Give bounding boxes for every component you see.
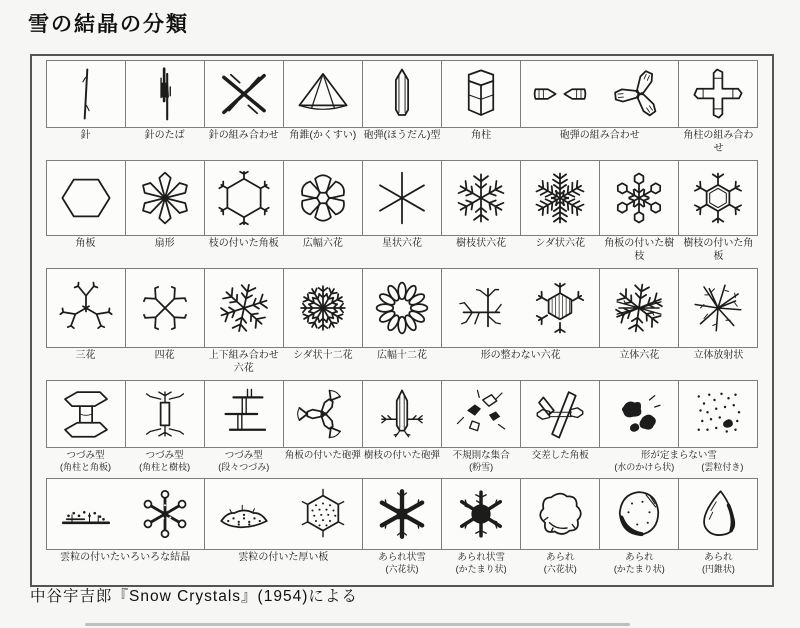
cell-hex-column — [442, 61, 521, 127]
cell-star-six — [363, 161, 442, 235]
dendrite-six-icon — [453, 170, 509, 226]
row-labels — [46, 238, 758, 263]
cell-needle — [47, 61, 126, 127]
crossed-plates-icon — [532, 386, 588, 442]
cell-bullet-with-dendrites — [363, 381, 442, 447]
pyramid-icon — [295, 66, 351, 122]
rimed-star-icon — [137, 486, 193, 542]
cell-sublabel: (水のかけら状) — [614, 461, 675, 472]
cell-label: 針の組み合わせ — [208, 130, 279, 141]
cell-label: 針のたば — [144, 130, 185, 141]
cell-label: あられ状雪 (六花状) — [378, 552, 426, 574]
scan-edge-artifact — [85, 623, 630, 626]
cell-three-flower — [47, 269, 126, 347]
broad-twelve-icon — [374, 280, 430, 336]
broad-six-icon — [295, 170, 351, 226]
graupel-cone-icon — [690, 486, 746, 542]
cell-dendrite-six — [442, 161, 521, 235]
cell-label: 針 — [80, 130, 91, 141]
cell-label: 不規則な集合 (粉雪) — [452, 450, 510, 472]
cell-rimed-thick-plate — [205, 479, 363, 549]
cell-label: あられ (円錐状) — [701, 552, 735, 574]
bullet-dendrites-icon — [374, 386, 430, 442]
plate-branches-icon — [216, 170, 272, 226]
cell-label: 上下組み合わせ六花 — [208, 350, 279, 374]
cell-label: 雲粒の付いたいろいろな結晶 — [60, 552, 191, 564]
fern-six-icon — [532, 170, 588, 226]
cell-bullet-combination — [521, 61, 679, 127]
cell-fern-six — [521, 161, 600, 235]
cell-label: 形の整わない六花 — [480, 350, 561, 361]
cell-needle-combination — [205, 61, 284, 127]
row-tsuzumi-irregular — [46, 380, 758, 448]
cell-label: シダ状十二花 — [293, 350, 353, 361]
cell-broad-six — [284, 161, 363, 235]
row-labels — [46, 450, 758, 473]
malformed-webbed-icon — [532, 280, 588, 336]
cell-plate-with-dendrites — [679, 161, 758, 235]
cell-label: 形が定まらない雪 — [640, 450, 717, 461]
cell-hex-plate — [47, 161, 126, 235]
cell-broad-twelve — [363, 269, 442, 347]
shapeless-blobs-icon — [611, 386, 667, 442]
cell-label: あられ (かたまり状) — [613, 552, 665, 574]
cell-label: つづみ型 (角柱と樹枝) — [139, 450, 191, 472]
row-labels — [46, 350, 758, 375]
cell-bullet — [363, 61, 442, 127]
cell-rimed-crystals — [47, 479, 205, 549]
irregular-assemblage-icon — [453, 386, 509, 442]
bullets-plates-icon — [295, 386, 351, 442]
bullet-pair-icon — [532, 66, 588, 122]
graupel-ball-icon — [611, 486, 667, 542]
tsuzumi-plates-icon — [58, 386, 114, 442]
cell-stepped-tsuzumi — [205, 381, 284, 447]
cell-spatial-radiating — [679, 269, 758, 347]
classification-table — [30, 54, 774, 587]
cell-label: シダ状六花 — [535, 238, 586, 249]
cell-label: 角柱の組み合わせ — [683, 130, 754, 154]
dendrite-plates-icon — [611, 170, 667, 226]
cell-label: つづみ型 (角柱と角板) — [60, 450, 112, 472]
graupel-like-star-icon — [374, 486, 430, 542]
cell-label: 樹枝の付いた砲弾 — [363, 450, 440, 461]
cell-graupel-hexagonal — [521, 479, 600, 549]
stepped-tsuzumi-icon — [216, 386, 272, 442]
cell-spatial-six — [600, 269, 679, 347]
cell-sublabel: (雲粒付き) — [701, 461, 744, 472]
updown-six-icon — [216, 280, 272, 336]
cell-label: 交差した角板 — [531, 450, 589, 461]
rimed-boat-icon — [216, 486, 272, 542]
row-labels — [46, 130, 758, 155]
plate-dendrites-icon — [690, 170, 746, 226]
cell-label: 三花 — [75, 350, 96, 361]
radiating-icon — [690, 280, 746, 336]
cell-graupel-like-star — [363, 479, 442, 549]
row-plates-stars — [46, 160, 758, 236]
cell-plate-with-branches — [205, 161, 284, 235]
row-columns-needles — [46, 60, 758, 128]
cell-label: 広幅六花 — [302, 238, 343, 249]
fan-icon — [137, 170, 193, 226]
row-rimed-graupel — [46, 478, 758, 550]
cell-label: 枝の付いた角板 — [208, 238, 279, 249]
row-labels — [46, 552, 758, 575]
cell-pyramid — [284, 61, 363, 127]
cell-label: 立体放射状 — [693, 350, 744, 361]
cell-malformed-six — [442, 269, 600, 347]
cell-label: 角柱 — [471, 130, 492, 141]
cell-label: 立体六花 — [619, 350, 660, 361]
fern-twelve-icon — [295, 280, 351, 336]
cell-label: 角板 — [75, 238, 96, 249]
cell-label: 雲粒の付いた厚い板 — [238, 552, 329, 564]
cell-updown-six — [205, 269, 284, 347]
cell-label: 樹枝状六花 — [456, 238, 507, 249]
cell-four-flower — [126, 269, 205, 347]
cell-graupel-like-lump — [442, 479, 521, 549]
cell-bullets-with-plates — [284, 381, 363, 447]
cell-label: あられ状雪 (かたまり状) — [455, 552, 507, 574]
source-credit: 中谷宇吉郎『Snow Crystals』(1954)による — [30, 588, 358, 605]
graupel-like-lump-icon — [453, 486, 509, 542]
cell-fern-twelve — [284, 269, 363, 347]
cell-label: 四花 — [154, 350, 175, 361]
needle-bundle-icon — [137, 66, 193, 122]
cell-label: 樹枝の付いた角板 — [683, 238, 754, 262]
cell-label: つづみ型 (段々つづみ) — [218, 450, 270, 472]
hex-plate-icon — [58, 170, 114, 226]
cell-shapeless-fragments — [600, 381, 679, 447]
rimed-needle-icon — [58, 486, 114, 542]
bullet-rosette-icon — [611, 66, 667, 122]
hex-column-icon — [453, 66, 509, 122]
star-six-icon — [374, 170, 430, 226]
needle-icon — [58, 66, 114, 122]
cell-shapeless-rimed — [679, 381, 758, 447]
cell-label: 広幅十二花 — [376, 350, 427, 361]
cell-tsuzumi-dendrites — [126, 381, 205, 447]
cell-label: 角板の付いた砲弾 — [284, 450, 361, 461]
row-flowers — [46, 268, 758, 348]
cell-crossed-plates — [521, 381, 600, 447]
cell-fan — [126, 161, 205, 235]
cell-needle-bundle — [126, 61, 205, 127]
page-title: 雪の結晶の分類 — [28, 13, 189, 36]
cell-column-combination — [679, 61, 758, 127]
rimed-hexagon-icon — [295, 486, 351, 542]
cell-label: 砲弾(ほうだん)型 — [363, 130, 441, 141]
cell-label: あられ (六花状) — [543, 552, 577, 574]
three-flower-icon — [58, 280, 114, 336]
bullet-icon — [374, 66, 430, 122]
cell-irregular-assemblage — [442, 381, 521, 447]
cell-label: 角板の付いた樹枝 — [604, 238, 675, 262]
cell-graupel-lump — [600, 479, 679, 549]
malformed-crystal-icon — [453, 280, 509, 336]
cell-label: 星状六花 — [381, 238, 422, 249]
cell-dendrite-with-plates — [600, 161, 679, 235]
cell-tsuzumi-plates — [47, 381, 126, 447]
cell-label-group — [600, 450, 758, 473]
spatial-six-icon — [611, 280, 667, 336]
column-cross-icon — [690, 66, 746, 122]
four-flower-icon — [137, 280, 193, 336]
crossed-needles-icon — [216, 66, 272, 122]
tsuzumi-dendrites-icon — [137, 386, 193, 442]
rime-specks-icon — [690, 386, 746, 442]
cell-label: 扇形 — [154, 238, 175, 249]
cell-graupel-cone — [679, 479, 758, 549]
cell-label: 角錐(かくすい) — [289, 130, 357, 141]
graupel-hexagonal-icon — [532, 486, 588, 542]
cell-label: 砲弾の組み合わせ — [559, 130, 640, 141]
